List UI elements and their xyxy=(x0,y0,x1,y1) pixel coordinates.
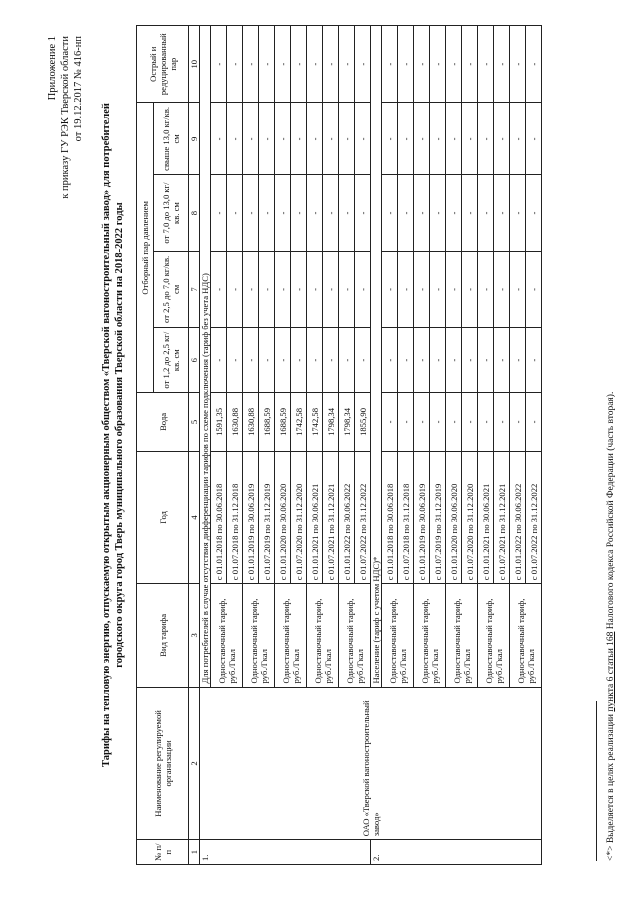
period: с 01.07.2020 по 31.12.2020 xyxy=(462,451,478,584)
water-tariff: - xyxy=(494,393,510,451)
water-tariff: - xyxy=(414,393,430,451)
steam-tariff: - xyxy=(211,251,227,327)
row-number: 2. xyxy=(371,840,542,865)
section-title: Для потребителей в случае отсутствия дифференциации тарифов по схеме подключения (тариф без учета НДС) xyxy=(200,26,211,688)
steam-tariff: - xyxy=(398,103,414,175)
steam-tariff: - xyxy=(494,103,510,175)
header-p2: от 2,5 до 7,0 кг/кв. см xyxy=(154,251,189,327)
steam-tariff: - xyxy=(339,251,355,327)
period: с 01.01.2022 по 30.06.2022 xyxy=(339,451,355,584)
steam-tariff: - xyxy=(398,328,414,393)
steam-tariff: - xyxy=(462,251,478,327)
steam-tariff: - xyxy=(211,175,227,251)
steam-tariff: - xyxy=(243,26,259,103)
steam-tariff: - xyxy=(291,251,307,327)
tariff-type: Одноставочный тариф, руб./Гкал xyxy=(275,584,307,687)
footnote-link[interactable]: пункта 6 статьи 168 xyxy=(606,631,616,712)
steam-tariff: - xyxy=(510,103,526,175)
title-line: Тарифы на тепловую энергию, отпускаемую открытым акционерным обществом «Тверской вагоностроительный завод» для потребителей xyxy=(101,103,112,767)
steam-tariff: - xyxy=(307,103,323,175)
water-tariff: - xyxy=(430,393,446,451)
steam-tariff: - xyxy=(446,26,462,103)
steam-tariff: - xyxy=(259,251,275,327)
steam-tariff: - xyxy=(355,251,371,327)
header-year: Год xyxy=(137,451,189,584)
steam-tariff: - xyxy=(462,103,478,175)
steam-tariff: - xyxy=(478,328,494,393)
footnote-divider xyxy=(596,701,597,861)
steam-tariff: - xyxy=(446,175,462,251)
section-title: Население (тариф с учетом НДС)* xyxy=(371,26,382,688)
header-p1: от 1,2 до 2,5 кг/кв. см xyxy=(154,328,189,393)
water-tariff: 1688,59 xyxy=(259,393,275,451)
row-number: 1. xyxy=(200,840,371,865)
steam-tariff: - xyxy=(494,175,510,251)
steam-tariff: - xyxy=(323,328,339,393)
appendix-line: к приказу ГУ РЭК Тверской области xyxy=(60,36,71,199)
steam-tariff: - xyxy=(414,26,430,103)
col-number: 1 xyxy=(189,840,200,865)
water-tariff: - xyxy=(446,393,462,451)
col-number: 7 xyxy=(189,251,200,327)
period: с 01.01.2021 по 30.06.2021 xyxy=(307,451,323,584)
period: с 01.07.2019 по 31.12.2019 xyxy=(259,451,275,584)
steam-tariff: - xyxy=(446,328,462,393)
steam-tariff: - xyxy=(307,328,323,393)
col-number: 4 xyxy=(189,451,200,584)
steam-tariff: - xyxy=(510,175,526,251)
water-tariff: 1742,58 xyxy=(291,393,307,451)
col-number: 3 xyxy=(189,584,200,687)
steam-tariff: - xyxy=(430,103,446,175)
steam-tariff: - xyxy=(259,175,275,251)
steam-tariff: - xyxy=(510,328,526,393)
steam-tariff: - xyxy=(243,328,259,393)
period: с 01.01.2020 по 30.06.2020 xyxy=(275,451,291,584)
steam-tariff: - xyxy=(462,26,478,103)
period: с 01.01.2019 по 30.06.2019 xyxy=(414,451,430,584)
steam-tariff: - xyxy=(307,175,323,251)
steam-tariff: - xyxy=(259,103,275,175)
steam-tariff: - xyxy=(227,26,243,103)
steam-tariff: - xyxy=(430,175,446,251)
section-row xyxy=(200,26,211,865)
period: с 01.07.2019 по 31.12.2019 xyxy=(430,451,446,584)
tariff-type: Одноставочный тариф, руб./Гкал xyxy=(478,584,510,687)
period: с 01.01.2018 по 30.06.2018 xyxy=(382,451,398,584)
header-row xyxy=(137,26,154,865)
steam-tariff: - xyxy=(275,251,291,327)
steam-tariff: - xyxy=(526,251,542,327)
steam-tariff: - xyxy=(323,175,339,251)
steam-tariff: - xyxy=(227,175,243,251)
table-body xyxy=(200,26,542,865)
header-p4: свыше 13,0 кг/кв. см xyxy=(154,103,189,175)
header-p3: от 7,0 до 13,0 кг/кв. см xyxy=(154,175,189,251)
steam-tariff: - xyxy=(510,26,526,103)
steam-tariff: - xyxy=(526,328,542,393)
steam-tariff: - xyxy=(307,251,323,327)
document-title xyxy=(100,65,126,805)
steam-tariff: - xyxy=(291,103,307,175)
steam-tariff: - xyxy=(291,26,307,103)
col-number: 5 xyxy=(189,393,200,451)
water-tariff: 1742,58 xyxy=(307,393,323,451)
steam-tariff: - xyxy=(446,103,462,175)
tariff-type: Одноставочный тариф, руб./Гкал xyxy=(243,584,275,687)
col-number: 10 xyxy=(189,26,200,103)
water-tariff: - xyxy=(382,393,398,451)
water-tariff: 1688,59 xyxy=(275,393,291,451)
period: с 01.01.2018 по 30.06.2018 xyxy=(211,451,227,584)
steam-tariff: - xyxy=(243,175,259,251)
period: с 01.07.2022 по 31.12.2022 xyxy=(355,451,371,584)
steam-tariff: - xyxy=(494,328,510,393)
steam-tariff: - xyxy=(382,26,398,103)
column-number-row xyxy=(189,26,200,865)
appendix-line: Приложение 1 xyxy=(47,36,58,101)
steam-tariff: - xyxy=(526,103,542,175)
steam-tariff: - xyxy=(382,103,398,175)
steam-tariff: - xyxy=(494,251,510,327)
col-number: 6 xyxy=(189,328,200,393)
water-tariff: 1798,34 xyxy=(323,393,339,451)
org-name: ОАО «Тверской вагоностроительный завод» xyxy=(200,687,542,840)
steam-tariff: - xyxy=(430,328,446,393)
steam-tariff: - xyxy=(382,251,398,327)
tariff-type: Одноставочный тариф, руб./Гкал xyxy=(211,584,243,687)
steam-tariff: - xyxy=(211,26,227,103)
steam-tariff: - xyxy=(430,251,446,327)
steam-tariff: - xyxy=(227,103,243,175)
steam-tariff: - xyxy=(243,103,259,175)
period: с 01.07.2018 по 31.12.2018 xyxy=(227,451,243,584)
water-tariff: 1591,35 xyxy=(211,393,227,451)
steam-tariff: - xyxy=(414,175,430,251)
tariff-type: Одноставочный тариф, руб./Гкал xyxy=(382,584,414,687)
water-tariff: - xyxy=(526,393,542,451)
steam-tariff: - xyxy=(478,103,494,175)
steam-tariff: - xyxy=(510,251,526,327)
steam-tariff: - xyxy=(355,26,371,103)
steam-tariff: - xyxy=(414,251,430,327)
steam-tariff: - xyxy=(259,26,275,103)
water-tariff: 1855,90 xyxy=(355,393,371,451)
steam-tariff: - xyxy=(211,328,227,393)
period: с 01.01.2022 по 30.06.2022 xyxy=(510,451,526,584)
steam-tariff: - xyxy=(307,26,323,103)
tariff-type: Одноставочный тариф, руб./Гкал xyxy=(510,584,542,687)
steam-tariff: - xyxy=(339,26,355,103)
steam-tariff: - xyxy=(414,103,430,175)
steam-tariff: - xyxy=(478,26,494,103)
water-tariff: - xyxy=(478,393,494,451)
steam-tariff: - xyxy=(291,175,307,251)
tariff-type: Одноставочный тариф, руб./Гкал xyxy=(307,584,339,687)
steam-tariff: - xyxy=(339,328,355,393)
footnote-prefix: <*> Выделяется в целях реализации xyxy=(606,711,616,861)
steam-tariff: - xyxy=(526,175,542,251)
col-number: 9 xyxy=(189,103,200,175)
steam-tariff: - xyxy=(462,175,478,251)
header-org: Наименование регулируемой организации xyxy=(137,687,189,840)
col-number: 2 xyxy=(189,687,200,840)
steam-tariff: - xyxy=(323,103,339,175)
steam-tariff: - xyxy=(462,328,478,393)
appendix-block xyxy=(46,36,85,199)
period: с 01.07.2020 по 31.12.2020 xyxy=(291,451,307,584)
header-type: Вид тарифа xyxy=(137,584,189,687)
steam-tariff: - xyxy=(323,251,339,327)
tariff-table xyxy=(136,25,542,865)
period: с 01.07.2018 по 31.12.2018 xyxy=(398,451,414,584)
header-steam-group: Отборный пар давлением xyxy=(137,103,154,393)
header-water: Вода xyxy=(137,393,189,451)
steam-tariff: - xyxy=(259,328,275,393)
steam-tariff: - xyxy=(339,175,355,251)
period: с 01.07.2022 по 31.12.2022 xyxy=(526,451,542,584)
appendix-line: от 19.12.2017 № 416-нп xyxy=(73,36,84,142)
tariff-type: Одноставочный тариф, руб./Гкал xyxy=(414,584,446,687)
steam-tariff: - xyxy=(275,26,291,103)
period: с 01.01.2019 по 30.06.2019 xyxy=(243,451,259,584)
title-line: городского округа город Тверь муниципального образования Тверской области на 2018-2022 годы xyxy=(114,202,125,668)
water-tariff: - xyxy=(398,393,414,451)
steam-tariff: - xyxy=(355,328,371,393)
steam-tariff: - xyxy=(275,103,291,175)
steam-tariff: - xyxy=(494,26,510,103)
steam-tariff: - xyxy=(227,251,243,327)
steam-tariff: - xyxy=(446,251,462,327)
period: с 01.01.2021 по 30.06.2021 xyxy=(478,451,494,584)
steam-tariff: - xyxy=(339,103,355,175)
steam-tariff: - xyxy=(382,328,398,393)
steam-tariff: - xyxy=(291,328,307,393)
steam-tariff: - xyxy=(227,328,243,393)
steam-tariff: - xyxy=(430,26,446,103)
steam-tariff: - xyxy=(243,251,259,327)
water-tariff: 1630,88 xyxy=(243,393,259,451)
header-no: № п/п xyxy=(137,840,189,865)
steam-tariff: - xyxy=(478,175,494,251)
steam-tariff: - xyxy=(275,175,291,251)
water-tariff: 1630,88 xyxy=(227,393,243,451)
tariff-type: Одноставочный тариф, руб./Гкал xyxy=(339,584,371,687)
steam-tariff: - xyxy=(398,26,414,103)
period: с 01.07.2021 по 31.12.2021 xyxy=(323,451,339,584)
steam-tariff: - xyxy=(478,251,494,327)
steam-tariff: - xyxy=(355,103,371,175)
footnote-suffix: Налогового кодекса Российской Федерации (часть вторая). xyxy=(606,391,616,632)
period: с 01.01.2020 по 30.06.2020 xyxy=(446,451,462,584)
header-sharp: Острый и редуцированный пар xyxy=(137,26,189,103)
water-tariff: - xyxy=(462,393,478,451)
water-tariff: 1798,34 xyxy=(339,393,355,451)
steam-tariff: - xyxy=(275,328,291,393)
col-number: 8 xyxy=(189,175,200,251)
steam-tariff: - xyxy=(382,175,398,251)
tariff-type: Одноставочный тариф, руб./Гкал xyxy=(446,584,478,687)
steam-tariff: - xyxy=(398,175,414,251)
steam-tariff: - xyxy=(398,251,414,327)
water-tariff: - xyxy=(510,393,526,451)
steam-tariff: - xyxy=(211,103,227,175)
period: с 01.07.2021 по 31.12.2021 xyxy=(494,451,510,584)
steam-tariff: - xyxy=(526,26,542,103)
steam-tariff: - xyxy=(355,175,371,251)
footnote xyxy=(606,392,616,861)
steam-tariff: - xyxy=(414,328,430,393)
steam-tariff: - xyxy=(323,26,339,103)
